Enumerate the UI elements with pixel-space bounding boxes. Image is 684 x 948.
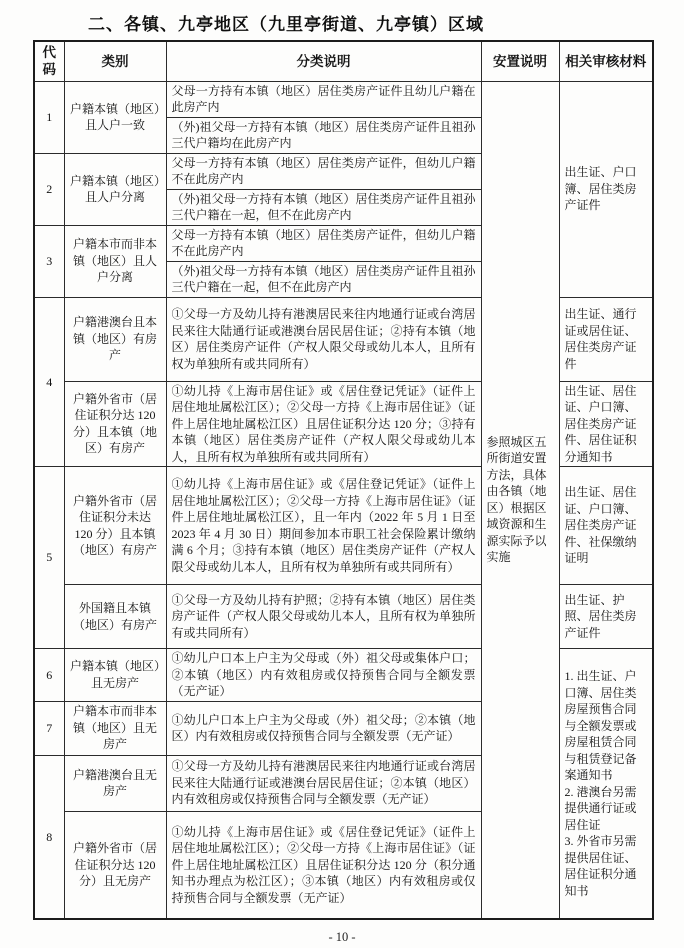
header-code: 代码 — [34, 41, 64, 81]
category-cell: 户籍外省市（居住证积分未达 120 分）且本镇（地区）有房产 — [64, 467, 166, 585]
description-cell: 父母一方持有本镇（地区）居住类房产证件且幼儿户籍在此房产内 — [166, 81, 481, 117]
description-cell: ①幼儿持《上海市居住证》或《居住登记凭证》（证件上居住地址属松江区）；②父母一方持《上海市居住证》（证件上居住地址属松江区），且一年内（2022 年 5 月 1 日至 2023 年 4 月 30 日）期间参加本市职工社会保险累计缴纳满 6 个月；③持有本镇（地区）居住类房产证件（产权人限父母或幼儿本人，且所有权为单独所有或共同所有） — [166, 467, 481, 585]
code-cell: 1 — [34, 81, 64, 153]
header-placement: 安置说明 — [481, 41, 559, 81]
code-cell: 8 — [34, 755, 64, 919]
placement-cell: 参照城区五所街道安置方法，具体由各镇（地区）根据区域资源和生源实际予以实施 — [481, 81, 559, 919]
materials-cell: 出生证、居住证、户口簿、居住类房产证件、居住证积分通知书 — [559, 381, 653, 467]
description-cell: ①父母一方及幼儿持有港澳居民来往内地通行证或台湾居民来往大陆通行证或港澳台居民居住证；②本镇（地区）内有效租房或仅持预售合同与全额发票（无产证） — [166, 755, 481, 811]
materials-item: 3. 外省市另需提供居住证、居住证积分通知书 — [564, 834, 637, 898]
category-cell: 户籍外省市（居住证积分达 120 分）且无房产 — [64, 811, 166, 919]
policy-table — [33, 40, 654, 920]
code-cell: 5 — [34, 467, 64, 649]
category-cell: 户籍本镇（地区）且人户分离 — [64, 153, 166, 225]
doc-title: 二、各镇、九亭地区（九里亭街道、九亭镇）区域 — [88, 15, 484, 34]
code-cell: 6 — [34, 649, 64, 702]
table-row — [34, 297, 653, 381]
materials-cell: 出生证、居住证、户口簿、居住类房产证件、社保缴纳证明 — [559, 467, 653, 585]
code-cell: 4 — [34, 297, 64, 467]
code-cell: 3 — [34, 225, 64, 297]
description-cell: ①幼儿户口本上户主为父母或（外）祖父母；②本镇（地区）内有效租房或仅持预售合同与全额发票（无产证） — [166, 701, 481, 755]
category-cell: 户籍本市而非本镇（地区）且无房产 — [64, 701, 166, 755]
description-cell: （外)祖父母一方持有本镇（地区）居住类房产证件且祖孙三代户籍在一起，但不在此房产内 — [166, 261, 481, 297]
category-cell: 户籍港澳台且无房产 — [64, 755, 166, 811]
table-header-row — [34, 41, 653, 81]
description-cell: ①幼儿户口本上户主为父母或（外）祖父母或集体户口；②本镇（地区）内有效租房或仅持预售合同与全额发票（无产证） — [166, 649, 481, 702]
document-page — [0, 10, 684, 948]
description-cell: （外)祖父母一方持有本镇（地区）居住类房产证件且祖孙三代户籍均在此房产内 — [166, 117, 481, 153]
category-cell: 户籍港澳台且本镇（地区）有房产 — [64, 297, 166, 381]
description-cell: 父母一方持有本镇（地区）居住类房产证件，但幼儿户籍不在此房产内 — [166, 153, 481, 189]
description-cell: ①父母一方及幼儿持有港澳居民来往内地通行证或台湾居民来往大陆通行证或港澳台居民居住证；②持有本镇（地区）居住类房产证件（产权人限父母或幼儿本人，且所有权为单独所有或共同所有） — [166, 297, 481, 381]
category-cell: 户籍本镇（地区）且无房产 — [64, 649, 166, 702]
header-materials: 相关审核材料 — [559, 41, 653, 81]
materials-cell: 出生证、护照、居住类房产证件 — [559, 585, 653, 649]
materials-cell-rows-1-3: 出生证、户口簿、居住类房产证件 — [559, 81, 653, 297]
materials-item: 1. 出生证、户口簿、居住类房屋预售合同与全额发票或房屋租赁合同与租赁登记备案通知书 — [564, 669, 637, 782]
code-cell: 2 — [34, 153, 64, 225]
category-cell: 外国籍且本镇（地区）有房产 — [64, 585, 166, 649]
table-row — [34, 381, 653, 467]
table-row — [34, 81, 653, 117]
header-description: 分类说明 — [166, 41, 481, 81]
table-row — [34, 649, 653, 702]
table-row — [34, 467, 653, 585]
category-cell: 户籍本市而非本镇（地区）且人户分离 — [64, 225, 166, 297]
materials-cell-rows-6-8 — [559, 649, 653, 920]
page-number: - 10 - — [328, 930, 356, 944]
header-category: 类别 — [64, 41, 166, 81]
table-row — [34, 585, 653, 649]
description-cell: ①父母一方及幼儿持有护照；②持有本镇（地区）居住类房产证件（产权人限父母或幼儿本人，且所有权为单独所有或共同所有） — [166, 585, 481, 649]
category-cell: 户籍本镇（地区）且人户一致 — [64, 81, 166, 153]
description-cell: （外)祖父母一方持有本镇（地区）居住类房产证件且祖孙三代户籍在一起，但不在此房产内 — [166, 189, 481, 225]
description-cell: ①幼儿持《上海市居住证》或《居住登记凭证》（证件上居住地址属松江区）；②父母一方持《上海市居住证》（证件上居住地址属松江区）且居住证积分达 120 分（积分通知书办理点为松江区）；③本镇（地区）内有效租房或仅持预售合同与全额发票（无产证） — [166, 811, 481, 919]
description-cell: ①幼儿持《上海市居住证》或《居住登记凭证》（证件上居住地址属松江区）；②父母一方持《上海市居住证》（证件上居住地址属松江区）且居住证积分达 120 分；③持有本镇（地区）居住类房产证件（产权人限父母或幼儿本人，且所有权为单独所有或共同所有） — [166, 381, 481, 467]
category-cell: 户籍外省市（居住证积分达 120 分）且本镇（地区）有房产 — [64, 381, 166, 467]
materials-cell: 出生证、通行证或居住证、居住类房产证件 — [559, 297, 653, 381]
code-cell: 7 — [34, 701, 64, 755]
description-cell: 父母一方持有本镇（地区）居住类房产证件，但幼儿户籍不在此房产内 — [166, 225, 481, 261]
materials-item: 2. 港澳台另需提供通行证或居住证 — [564, 784, 637, 832]
